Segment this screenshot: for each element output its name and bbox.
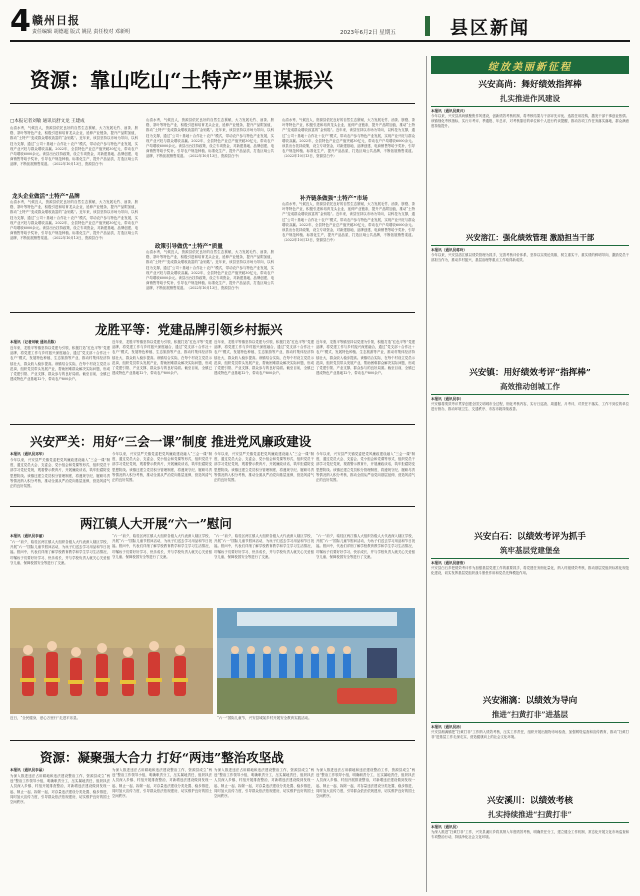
right-item-5-byline: 本报讯（通讯员汤） (431, 725, 464, 729)
right-item-3-headline: 兴安镇：用好绩效考评“指挥棒” (469, 368, 591, 378)
story-3-body-4: 今年以来，兴安县严关镇党委把党风廉政建设融入“三会一课”制度，通过党员大会、支委会、党小组会和党课等形式，组织党员干部学习党纪党规，观看警示教育片，开展廉政谈话，筑牢拒腐防变思想防线。该镇还建立党员积分管理制度，将遵规守纪、履职尽责等情况纳入积分考核，推动全面从严治党向基层延伸，营造风清气正的良好氛围。 (316, 452, 415, 483)
right-item-1-headline: 兴安高尚：舞好绩效指挥棒 (478, 80, 582, 90)
headline-rule (10, 103, 415, 104)
right-item-4-subhead: 筑牢基层党建堡垒 (500, 546, 560, 555)
story-2-byline: 本报讯（记者刘敏 通讯员陈） (10, 340, 58, 344)
right-item-5-subhead: 推进“扫黄打非”进基层 (491, 710, 569, 719)
right-item-6-headline: 兴安溪川：以绩效考核 (487, 796, 573, 806)
headline-main: 资源：靠山吃山“土特产”里谋振兴 (30, 68, 334, 92)
photo-children-illustration (217, 608, 415, 714)
photo-caption-1: 近日，“全民健身，爱心万里行”走进平乐县。 (10, 716, 81, 720)
subhead-2: 政策引导做优“土特产”质量 (155, 244, 223, 250)
section-title: 县区新闻 (450, 18, 530, 39)
right-item-6-body: 为深入推进“扫黄打非”工作，兴安县溪川乡将其纳入年度绩效考核，明确责任分工，建立健全工作机制，常态化开展文化市场巡查和专项整治行动，持续净化社会文化环境。 (431, 830, 629, 840)
story-5-body-4: 为深入推进违法占用耕地和违法建设整治工作，资源县成立“两违”整治工作领导小组，明确职责分工，压实属地责任，组织执法人员深入乡镇、村组开展排查整治，对新增违法建设做到发现一起、制止一起、拆除一起，对存量违法建设分类处置、稳步推进，同时加大宣传力度，引导群众依法依规建房，切实维护良好的国土空间秩序。 (316, 768, 415, 799)
photo-dance-illustration (10, 608, 213, 714)
story-2-body-2: 近年来，龙胜平等镇坚持以党建为引领，积极打造“红色平等”党建品牌，将党建工作与乡村振兴深度融合，通过“党支部＋合作社＋农户”模式，发展特色种植、生态旅游等产业，推动村集体经济持续壮大，群众收入稳步提高。该镇结合实际，在每个村设立党员示范岗，组织党员带头发展产业，帮助困难群众解决实际问题，形成了党建引领、产业支撑、群众参与的良好局面。截至目前，全镇已建成特色产业基地12个，带动农户800余户。 (112, 340, 212, 376)
divider-2 (10, 424, 415, 425)
right-item-3-body: 兴安镇将绩效考评贯穿创建全国文明城市全过程，细化考核内容，实行日巡查、周通报、月考评，对责任不落实、工作不到位的单位进行督办，推动环境卫生、交通秩序、市容市貌持续改善。 (431, 402, 629, 412)
right-item-6-subhead: 扎实持续推进“扫黄打非” (488, 810, 572, 819)
right-item-1-rule (431, 106, 629, 107)
right-item-3-rule (431, 394, 629, 395)
slogan-band (431, 56, 629, 74)
divider-1 (10, 312, 415, 313)
top-story-body-4: 山清水秀，气候宜人，资源县依托良好的自然生态禀赋，大力发展毛竹、油茶、脐橙、茶叶等特色产业，积极引进和培育龙头企业，延伸产业链条，提升产品附加值，推动“土特产”变成群众增收致富的“金钥匙”。近年来，该县坚持以市场为导向，以科技为支撑，通过“公司＋基地＋合作社＋农户”模式，带动农户参与特色产业发展，实现产业兴旺与群众增收双赢。2022年，全县特色产业总产值突破30亿元，带动农户户均增收6000余元。该县出台扶持政策，设立专项资金，对新建基地、品牌创建、电商销售等给予奖补，引导农户规范种植、标准化生产，提升产品品质，打造区域公共品牌，不断拓展销售渠道。（2022年10月13日，资源县白中） (146, 250, 274, 291)
right-item-4-byline: 本报讯（通讯员唐浩） (431, 561, 467, 565)
editor-credits: 责任编辑 胡德超 版式 姚昆 责任校对 邓新明 (32, 29, 130, 35)
story-2-headline: 龙胜平等：党建品牌引领乡村振兴 (95, 322, 283, 337)
right-item-3 (431, 366, 629, 526)
story-4-body-2: “六一”前夕，临桂区两江镇人大组织各级人大代表深入辖区学校，开展“六一”国际儿童节慰问活动，为孩子们送去学习用品和节日祝福。慰问中，代表们详细了解学校教育教学和学生学习生活情况，叮嘱孩子们要好好学习、快乐成长，并与学校负责人就关心关爱留守儿童、保障校园安全等进行了交流。 (112, 534, 212, 559)
top-story-body-3: 山清水秀，气候宜人，资源县依托良好的自然生态禀赋，大力发展毛竹、油茶、脐橙、茶叶等特色产业，积极引进和培育龙头企业，延伸产业链条，提升产品附加值，推动“土特产”变成群众增收致富的“金钥匙”。近年来，该县坚持以市场为导向，以科技为支撑，通过“公司＋基地＋合作社＋农户”模式，带动农户参与特色产业发展，实现产业兴旺与群众增收双赢。2022年，全县特色产业总产值突破30亿元，带动农户户均增收6000余元。该县出台扶持政策，设立专项资金，对新建基地、品牌创建、电商销售等给予奖补，引导农户规范种植、标准化生产，提升产品品质，打造区域公共品牌，不断拓展销售渠道。（2022年10月13日，资源县白中） (146, 118, 274, 159)
right-item-6 (431, 794, 629, 890)
subhead-1: 龙头企业做活“土特产”品牌 (12, 194, 80, 200)
right-item-4-rule (431, 558, 629, 559)
story-4-body-3: “六一”前夕，临桂区两江镇人大组织各级人大代表深入辖区学校，开展“六一”国际儿童节慰问活动，为孩子们送去学习用品和节日祝福。慰问中，代表们详细了解学校教育教学和学生学习生活情况，叮嘱孩子们要好好学习、快乐成长，并与学校负责人就关心关爱留守儿童、保障校园安全等进行了交流。 (214, 534, 314, 559)
right-column (426, 56, 632, 892)
right-item-1-byline: 本报讯（通讯员黄兴） (431, 109, 467, 113)
right-item-5 (431, 694, 629, 790)
slogan-text: 绽放美丽新征程 (488, 62, 572, 73)
right-item-1-subhead: 扎实推进作风建设 (500, 94, 560, 103)
right-item-6-byline: 本报讯（通讯员） (431, 825, 460, 829)
story-5-headline: 资源：凝聚强大合力 打好“两违”整治攻坚战 (40, 750, 284, 765)
page-number: 4 (10, 4, 31, 39)
story-4-byline: 本报讯（通讯员李丽） (10, 534, 46, 538)
story-2-body-4: 近年来，龙胜平等镇坚持以党建为引领，积极打造“红色平等”党建品牌，将党建工作与乡村振兴深度融合，通过“党支部＋合作社＋农户”模式，发展特色种植、生态旅游等产业，推动村集体经济持续壮大，群众收入稳步提高。该镇结合实际，在每个村设立党员示范岗，组织党员带头发展产业，帮助困难群众解决实际问题，形成了党建引领、产业支撑、群众参与的良好局面。截至目前，全镇已建成特色产业基地12个，带动农户800余户。 (316, 340, 415, 376)
story-2-body-3: 近年来，龙胜平等镇坚持以党建为引领，积极打造“红色平等”党建品牌，将党建工作与乡村振兴深度融合，通过“党支部＋合作社＋农户”模式，发展特色种植、生态旅游等产业，推动村集体经济持续壮大，群众收入稳步提高。该镇结合实际，在每个村设立党员示范岗，组织党员带头发展产业，帮助困难群众解决实际问题，形成了党建引领、产业支撑、群众参与的良好局面。截至目前，全镇已建成特色产业基地12个，带动农户800余户。 (214, 340, 314, 376)
right-item-2-headline: 兴安溶江：强化绩效管理 激励担当干部 (465, 233, 595, 242)
right-item-1-body: 今年以来，兴安县高尚镇聚焦作风建设，创新绩效考核机制，将考核结果与干部评先评优、选拔任用挂钩，激发干部干事创业热情。该镇细化考核指标，实行月考评、季通报、年总评，对考核靠后的单位和个人进行约谈提醒，推动各项工作任务落实落地，群众满意度持续提升。 (431, 114, 629, 129)
photo-caption-2: “六一”国际儿童节，兴安县城某乡村开展安全教育实践活动。 (217, 716, 312, 720)
paper-name: 赣州日报 (32, 14, 80, 27)
masthead (10, 6, 630, 42)
photo-children (217, 608, 415, 714)
right-item-5-body: 兴安县湘漓镇把“扫黄打非”工作纳入绩效考核，压实工作责任，组织开展出版物市场检查，加强网络巡查和宣传教育，推动“扫黄打非”进基层工作走深走实，营造健康向上的社会文化环境。 (431, 730, 629, 740)
top-story (10, 48, 415, 291)
divider-3 (10, 506, 415, 507)
top-story-body-2: 山清水秀，气候宜人，资源县依托良好的自然生态禀赋，大力发展毛竹、油茶、脐橙、茶叶等特色产业，积极引进和培育龙头企业，延伸产业链条，提升产品附加值，推动“土特产”变成群众增收致富的“金钥匙”。近年来，该县坚持以市场为导向，以科技为支撑，通过“公司＋基地＋合作社＋农户”模式，带动农户参与特色产业发展，实现产业兴旺与群众增收双赢。2022年，全县特色产业总产值突破30亿元，带动农户户均增收6000余元。该县出台扶持政策，设立专项资金，对新建基地、品牌创建、电商销售等给予奖补，引导农户规范种植、标准化生产，提升产品品质，打造区域公共品牌，不断拓展销售渠道。（2022年10月13日，资源县白中） (10, 200, 138, 241)
story-3-body-3: 今年以来，兴安县严关镇党委把党风廉政建设融入“三会一课”制度，通过党员大会、支委会、党小组会和党课等形式，组织党员干部学习党纪党规，观看警示教育片，开展廉政谈话，筑牢拒腐防变思想防线。该镇还建立党员积分管理制度，将遵规守纪、履职尽责等情况纳入积分考核，推动全面从严治党向基层延伸，营造风清气正的良好氛围。 (214, 452, 314, 483)
divider-4 (10, 740, 415, 741)
right-item-4-body: 兴安县白石乡把绩效考评作为加强基层党建工作的重要抓手，将党建任务细化量化，纳入村级绩效考核，推动基层党组织标准化规范化建设，切实发挥基层党组织战斗堡垒作用和党员先锋模范作用。 (431, 566, 629, 576)
right-item-5-headline: 兴安湘漓：以绩效为导向 (482, 696, 578, 706)
story-3-headline: 兴安严关：用好“三会一课”制度 推进党风廉政建设 (30, 434, 312, 449)
right-item-2-body: 今年以来，兴安县溶江镇以绩效管理为抓手，完善考核评价体系，坚持以实绩论英雄，树立重实干、重实绩的鲜明导向，激励党员干部担当作为，推动乡村振兴、基层治理等重点工作取得新成效。 (431, 253, 629, 263)
top-story-body: 山清水秀，气候宜人，资源县依托良好的自然生态禀赋，大力发展毛竹、油茶、脐橙、茶叶等特色产业，积极引进和培育龙头企业，延伸产业链条，提升产品附加值，推动“土特产”变成群众增收致富的“金钥匙”。近年来，该县坚持以市场为导向，以科技为支撑，通过“公司＋基地＋合作社＋农户”模式，带动农户参与特色产业发展，实现产业兴旺与群众增收双赢。2022年，全县特色产业总产值突破30亿元，带动农户户均增收6000余元。该县出台扶持政策，设立专项资金，对新建基地、品牌创建、电商销售等给予奖补，引导农户规范种植、标准化生产，提升产品品质，打造区域公共品牌，不断拓展销售渠道。（2022年10月13日，资源县白中） (10, 126, 138, 167)
right-item-4-headline: 兴安白石：以绩效考评为抓手 (474, 532, 586, 542)
section-marker (425, 16, 430, 36)
right-item-3-subhead: 高效推动创城工作 (500, 382, 560, 391)
story-3-body-2: 今年以来，兴安县严关镇党委把党风廉政建设融入“三会一课”制度，通过党员大会、支委会、党小组会和党课等形式，组织党员干部学习党纪党规，观看警示教育片，开展廉政谈话，筑牢拒腐防变思想防线。该镇还建立党员积分管理制度，将遵规守纪、履职尽责等情况纳入积分考核，推动全面从严治党向基层延伸，营造风清气正的良好氛围。 (112, 452, 212, 483)
story-5-body-3: 为深入推进违法占用耕地和违法建设整治工作，资源县成立“两违”整治工作领导小组，明确职责分工，压实属地责任，组织执法人员深入乡镇、村组开展排查整治，对新增违法建设做到发现一起、制止一起、拆除一起，对存量违法建设分类处置、稳步推进，同时加大宣传力度，引导群众依法依规建房，切实维护良好的国土空间秩序。 (214, 768, 314, 799)
right-item-2-rule (431, 245, 629, 246)
story-5-body-2: 为深入推进违法占用耕地和违法建设整治工作，资源县成立“两违”整治工作领导小组，明确职责分工，压实属地责任，组织执法人员深入乡镇、村组开展排查整治，对新增违法建设做到发现一起、制止一起、拆除一起，对存量违法建设分类处置、稳步推进，同时加大宣传力度，引导群众依法依规建房，切实维护良好的国土空间秩序。 (112, 768, 212, 799)
story-3-byline: 本报讯（通讯员邓华） (10, 452, 46, 456)
top-story-body-6: 山清水秀，气候宜人，资源县依托良好的自然生态禀赋，大力发展毛竹、油茶、脐橙、茶叶等特色产业，积极引进和培育龙头企业，延伸产业链条，提升产品附加值，推动“土特产”变成群众增收致富的“金钥匙”。近年来，该县坚持以市场为导向，以科技为支撑，通过“公司＋基地＋合作社＋农户”模式，带动农户参与特色产业发展，实现产业兴旺与群众增收双赢。2022年，全县特色产业总产值突破30亿元，带动农户户均增收6000余元。该县出台扶持政策，设立专项资金，对新建基地、品牌创建、电商销售等给予奖补，引导农户规范种植、标准化生产，提升产品品质，打造区域公共品牌，不断拓展销售渠道。（2022年10月13日，资源县白中） (282, 202, 415, 243)
story-3-body-1: 今年以来，兴安县严关镇党委把党风廉政建设融入“三会一课”制度，通过党员大会、支委会、党小组会和党课等形式，组织党员干部学习党纪党规，观看警示教育片，开展廉政谈话，筑牢拒腐防变思想防线。该镇还建立党员积分管理制度，将遵规守纪、履职尽责等情况纳入积分考核，推动全面从严治党向基层延伸，营造风清气正的良好氛围。 (10, 458, 110, 489)
story-4-body-1: “六一”前夕，临桂区两江镇人大组织各级人大代表深入辖区学校，开展“六一”国际儿童节慰问活动，为孩子们送去学习用品和节日祝福。慰问中，代表们详细了解学校教育教学和学生学习生活情况，叮嘱孩子们要好好学习、快乐成长，并与学校负责人就关心关爱留守儿童、保障校园安全等进行了交流。 (10, 540, 110, 565)
right-item-1 (431, 78, 629, 228)
photo-dance (10, 608, 213, 714)
story-5-body-1: 为深入推进违法占用耕地和违法建设整治工作，资源县成立“两违”整治工作领导小组，明确职责分工，压实属地责任，组织执法人员深入乡镇、村组开展排查整治，对新增违法建设做到发现一起、制止一起、拆除一起，对存量违法建设分类处置、稳步推进，同时加大宣传力度，引导群众依法依规建房，切实维护良好的国土空间秩序。 (10, 774, 110, 805)
story-4-headline: 两江镇人大开展“六一”慰问 (80, 516, 232, 531)
issue-date: 2023年6月2日 星期五 (340, 30, 396, 36)
story-2-body-1: 近年来，龙胜平等镇坚持以党建为引领，积极打造“红色平等”党建品牌，将党建工作与乡村振兴深度融合，通过“党支部＋合作社＋农户”模式，发展特色种植、生态旅游等产业，推动村集体经济持续壮大，群众收入稳步提高。该镇结合实际，在每个村设立党员示范岗，组织党员带头发展产业，帮助困难群众解决实际问题，形成了党建引领、产业支撑、群众参与的良好局面。截至目前，全镇已建成特色产业基地12个，带动农户800余户。 (10, 346, 110, 382)
top-story-byline: □本报记者刘敏 通讯员舒文龙 王建成 (10, 119, 85, 124)
story-5-byline: 本报讯（通讯员李晶） (10, 768, 46, 772)
right-item-3-byline: 本报讯（通讯员李） (431, 397, 464, 401)
right-item-2-byline: 本报讯（通讯员蒋玲） (431, 248, 467, 252)
right-item-4 (431, 530, 629, 690)
right-item-2 (431, 232, 629, 362)
top-story-body-5: 山清水秀，气候宜人，资源县依托良好的自然生态禀赋，大力发展毛竹、油茶、脐橙、茶叶等特色产业，积极引进和培育龙头企业，延伸产业链条，提升产品附加值，推动“土特产”变成群众增收致富的“金钥匙”。近年来，该县坚持以市场为导向，以科技为支撑，通过“公司＋基地＋合作社＋农户”模式，带动农户参与特色产业发展，实现产业兴旺与群众增收双赢。2022年，全县特色产业总产值突破30亿元，带动农户户均增收6000余元。该县出台扶持政策，设立专项资金，对新建基地、品牌创建、电商销售等给予奖补，引导农户规范种植、标准化生产，提升产品品质，打造区域公共品牌，不断拓展销售渠道。（2022年10月13日，资源县白中） (282, 118, 415, 159)
right-item-6-rule (431, 822, 629, 823)
right-item-5-rule (431, 722, 629, 723)
story-4-body-4: “六一”前夕，临桂区两江镇人大组织各级人大代表深入辖区学校，开展“六一”国际儿童节慰问活动，为孩子们送去学习用品和节日祝福。慰问中，代表们详细了解学校教育教学和学生学习生活情况，叮嘱孩子们要好好学习、快乐成长，并与学校负责人就关心关爱留守儿童、保障校园安全等进行了交流。 (316, 534, 415, 559)
subhead-3: 补齐链条做强“土特产”市场 (300, 196, 368, 202)
